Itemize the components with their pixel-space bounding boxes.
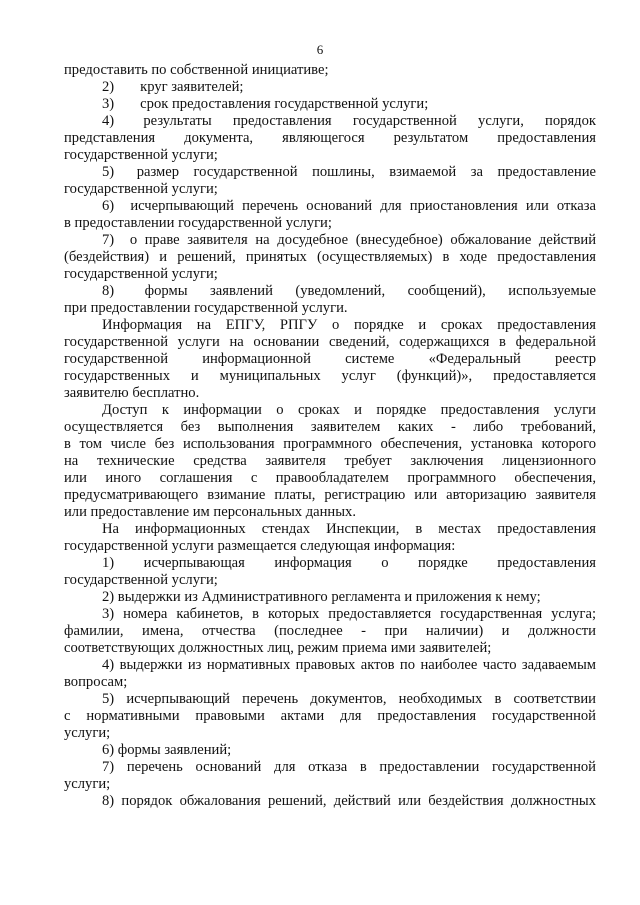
text-line: государственной услуги; xyxy=(64,181,218,197)
list-item xyxy=(64,164,596,181)
list-item: 3) номера кабинетов, в которых предоставляется государственная услуга; xyxy=(102,606,596,622)
list-number: 7) xyxy=(102,232,115,248)
list-number: 6) xyxy=(102,198,115,214)
list-item xyxy=(64,113,596,130)
list-number: 4) xyxy=(102,113,115,129)
text-line: соответствующих должностных лиц, режим приема ими заявителей; xyxy=(64,640,492,656)
text-line: в том числе без использования программного обеспечения, установка которого xyxy=(64,436,596,452)
list-number: 5) xyxy=(102,164,115,180)
text-line: государственной услуги на основании сведений, содержащихся в федеральной xyxy=(64,334,596,350)
list-item: 8) порядок обжалования решений, действий или бездействия должностных xyxy=(102,793,596,809)
text-line: услуги; xyxy=(64,725,111,741)
text-line: или предоставление им персональных данных. xyxy=(64,504,356,520)
text-line: государственной услуги; xyxy=(64,147,218,163)
list-item: 7) перечень оснований для отказа в предоставлении государственной xyxy=(102,759,596,775)
list-item xyxy=(64,283,596,300)
list-number: 8) xyxy=(102,283,115,299)
list-text: исчерпывающий перечень оснований для приостановления или отказа xyxy=(130,198,596,214)
list-item xyxy=(64,232,596,249)
text-line: представления документа, являющегося результатом предоставления xyxy=(64,130,596,146)
list-item: 5) исчерпывающий перечень документов, необходимых в соответствии xyxy=(102,691,596,707)
text-line: государственной услуги; xyxy=(64,266,218,282)
text-line: (бездействия) и решений, принятых (осуществляемых) в ходе предоставления xyxy=(64,249,596,265)
text-line: Информация на ЕПГУ, РПГУ о порядке и сроках предоставления xyxy=(102,317,596,333)
text-line: на технические средства заявителя требует заключения лицензионного xyxy=(64,453,596,469)
text-line: предоставить по собственной инициативе; xyxy=(64,62,329,78)
list-number: 2) xyxy=(102,79,115,95)
text-line: с нормативными правовыми актами для предоставления государственной xyxy=(64,708,596,724)
text-line: государственных и муниципальных услуг (функций)», предоставляется xyxy=(64,368,596,384)
list-text: о праве заявителя на досудебное (внесудебное) обжалование действий xyxy=(129,232,597,248)
list-item: 6) формы заявлений; xyxy=(102,742,232,758)
list-text: срок предоставления государственной услуги; xyxy=(140,96,429,112)
text-line: в предоставлении государственной услуги; xyxy=(64,215,332,231)
text-line: На информационных стендах Инспекции, в местах предоставления xyxy=(102,521,596,537)
list-item xyxy=(64,79,596,96)
text-line: Доступ к информации о сроках и порядке предоставления услуги xyxy=(102,402,596,418)
list-text: круг заявителей; xyxy=(140,79,244,95)
list-text: результаты предоставления государственной услуги, порядок xyxy=(143,113,596,129)
text-line: государственной услуги; xyxy=(64,572,218,588)
list-item: 4) выдержки из нормативных правовых актов по наиболее часто задаваемым xyxy=(102,657,596,673)
list-text: размер государственной пошлины, взимаемой за предоставление xyxy=(136,164,596,180)
list-item xyxy=(64,96,596,113)
text-line: при предоставлении государственной услуги. xyxy=(64,300,348,316)
text-line: заявителю бесплатно. xyxy=(64,385,200,401)
text-line: предусматривающего взимание платы, регистрацию или авторизацию заявителя xyxy=(64,487,596,503)
text-line: государственной услуги размещается следующая информация: xyxy=(64,538,456,554)
text-line: или иного соглашения с правообладателем программного обеспечения, xyxy=(64,470,596,486)
page-number: 6 xyxy=(316,42,324,57)
list-item: 2) выдержки из Административного регламента и приложения к нему; xyxy=(102,589,541,605)
document-body xyxy=(64,62,596,810)
list-item: 1) исчерпывающая информация о порядке предоставления xyxy=(102,555,596,571)
text-line: вопросам; xyxy=(64,674,128,690)
list-text: формы заявлений (уведомлений, сообщений), используемые xyxy=(144,283,596,299)
text-line: услуги; xyxy=(64,776,111,792)
text-line: государственной информационной системе «Федеральный реестр xyxy=(64,351,596,367)
list-number: 3) xyxy=(102,96,115,112)
list-item xyxy=(64,198,596,215)
text-line: фамилии, имена, отчества (последнее - при наличии) и должности xyxy=(64,623,596,639)
text-line: осуществляется без выполнения заявителем каких - либо требований, xyxy=(64,419,596,435)
